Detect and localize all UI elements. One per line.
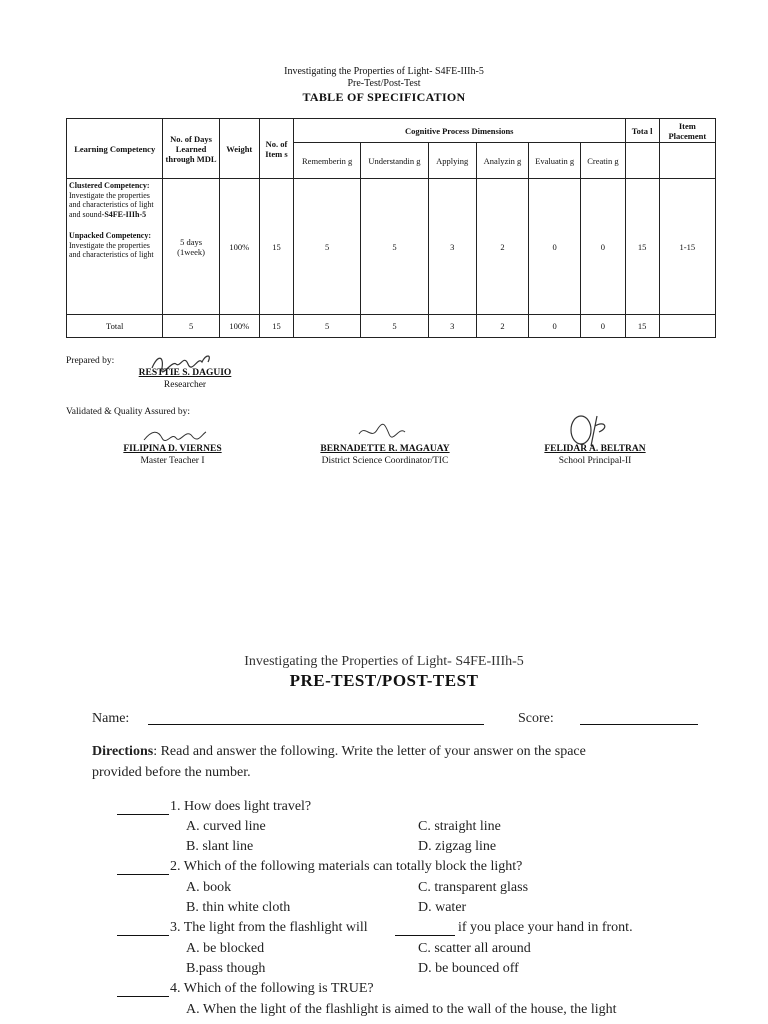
q2-option-b: B. thin white cloth — [186, 900, 291, 915]
table-row — [67, 179, 716, 315]
total-creating: 0 — [581, 315, 625, 338]
answer-blank-1[interactable] — [117, 814, 169, 815]
header-dim-remembering: Rememberin g — [294, 143, 361, 179]
prepared-label: Prepared by: — [66, 356, 115, 366]
creating-cell: 0 — [581, 179, 625, 315]
total-total: 15 — [625, 315, 659, 338]
name-blank[interactable] — [148, 724, 484, 725]
days-cell: 5 days (1week) — [163, 179, 219, 315]
signatory-1-name: FILIPINA D. VIERNES — [123, 444, 222, 454]
q3-option-a: A. be blocked — [186, 941, 265, 956]
total-days: 5 — [163, 315, 219, 338]
header-cognitive: Cognitive Process Dimensions — [294, 119, 625, 143]
q2-option-c: C. transparent glass — [418, 880, 529, 895]
clustered-label: Clustered Competency: — [69, 181, 150, 190]
directions-label: Directions — [92, 744, 154, 759]
total-placement-blank — [659, 315, 715, 338]
q1-option-c: C. straight line — [418, 819, 501, 834]
tos-header — [0, 66, 768, 90]
researcher-block — [120, 367, 250, 391]
score-label: Score: — [518, 711, 554, 726]
competency-cell — [67, 179, 163, 315]
tos-subject-line: Investigating the Properties of Light- S4FE-IIIh-5 — [284, 66, 484, 77]
signatory-2-name: BERNADETTE R. MAGAUAY — [320, 444, 450, 454]
signatory-1-role: Master Teacher I — [140, 456, 205, 466]
q4-option-a: A. When the light of the flashlight is aimed to the wall of the house, the light — [186, 1002, 617, 1017]
total-remembering: 5 — [294, 315, 361, 338]
header-dim-applying: Applying — [428, 143, 476, 179]
q1-option-a: A. curved line — [186, 819, 266, 834]
q1-option-b: B. slant line — [186, 839, 254, 854]
validated-label: Validated & Quality Assured by: — [66, 407, 191, 417]
signatory-1 — [100, 443, 245, 467]
q2-option-d: D. water — [418, 900, 467, 915]
answer-blank-4[interactable] — [117, 996, 169, 997]
researcher-role: Researcher — [163, 380, 207, 390]
directions-line-1 — [92, 744, 586, 760]
answer-blank-3[interactable] — [117, 935, 169, 936]
applying-cell: 3 — [428, 179, 476, 315]
evaluating-cell: 0 — [529, 179, 581, 315]
question-1: 1. How does light travel? — [170, 799, 312, 814]
placement-cell: 1-15 — [659, 179, 715, 315]
header-dim-analyzing: Analyzin g — [476, 143, 528, 179]
name-label: Name: — [92, 711, 130, 726]
signatory-3-role: School Principal-II — [558, 456, 632, 466]
remembering-cell: 5 — [294, 179, 361, 315]
signatory-3 — [525, 443, 665, 467]
header-placement: Item Placement — [659, 119, 715, 143]
analyzing-cell: 2 — [476, 179, 528, 315]
total-understanding: 5 — [361, 315, 428, 338]
q3-option-b: B.pass though — [186, 961, 266, 976]
question-4: 4. Which of the following is TRUE? — [170, 981, 374, 996]
tos-test-type: Pre-Test/Post-Test — [347, 78, 421, 89]
question-3-end: if you place your hand in front. — [458, 920, 633, 935]
directions-text-2: provided before the number. — [92, 765, 251, 780]
q2-option-a: A. book — [186, 880, 232, 895]
q1-option-d: D. zigzag line — [418, 839, 497, 854]
total-items: 15 — [259, 315, 293, 338]
test-subject-line: Investigating the Properties of Light- S4FE-IIIh-5 — [244, 654, 524, 669]
header-total: Tota l — [625, 119, 659, 143]
header-days: No. of Days Learned through MDL — [163, 119, 219, 179]
question-3-start: 3. The light from the flashlight will — [170, 920, 368, 935]
score-blank[interactable] — [580, 724, 698, 725]
signatory-2 — [295, 443, 475, 467]
unpacked-label: Unpacked Competency: — [69, 231, 151, 240]
tos-title: TABLE OF SPECIFICATION — [302, 90, 466, 104]
specification-table — [66, 118, 716, 338]
header-dim-evaluating: Evaluatin g — [529, 143, 581, 179]
items-cell: 15 — [259, 179, 293, 315]
directions-text-1: : Read and answer the following. Write the letter of your answer on the space — [153, 744, 586, 759]
answer-blank-2[interactable] — [117, 874, 169, 875]
signature-2-icon — [355, 420, 415, 444]
header-total-blank — [625, 143, 659, 179]
signatory-3-name: FELIDAR A. BELTRAN — [544, 444, 646, 454]
header-placement-blank — [659, 143, 715, 179]
total-weight: 100% — [219, 315, 259, 338]
test-title: PRE-TEST/POST-TEST — [289, 671, 479, 690]
understanding-cell: 5 — [361, 179, 428, 315]
weight-cell: 100% — [219, 179, 259, 315]
total-applying: 3 — [428, 315, 476, 338]
unpacked-text: Investigate the properties and characteristics of light — [69, 240, 154, 259]
question-2: 2. Which of the following materials can totally block the light? — [170, 859, 523, 874]
question-3-inline-blank — [395, 935, 455, 936]
header-dim-creating: Creatin g — [581, 143, 625, 179]
signatory-2-role: District Science Coordinator/TIC — [321, 456, 449, 466]
researcher-name: RESTTIE S. DAGUIO — [138, 368, 232, 378]
q3-option-d: D. be bounced off — [418, 961, 519, 976]
total-cell: 15 — [625, 179, 659, 315]
header-weight: Weight — [219, 119, 259, 179]
total-analyzing: 2 — [476, 315, 528, 338]
total-label: Total — [67, 315, 163, 338]
total-row — [67, 315, 716, 338]
total-evaluating: 0 — [529, 315, 581, 338]
clustered-text: Investigate the properties and characteristics of light and sound- — [69, 190, 154, 219]
clustered-code: S4FE-IIIh-5 — [104, 209, 147, 219]
q3-option-c: C. scatter all around — [418, 941, 531, 956]
header-competency: Learning Competency — [67, 119, 163, 179]
header-dim-understanding: Understandin g — [361, 143, 428, 179]
header-items: No. of Item s — [259, 119, 293, 179]
